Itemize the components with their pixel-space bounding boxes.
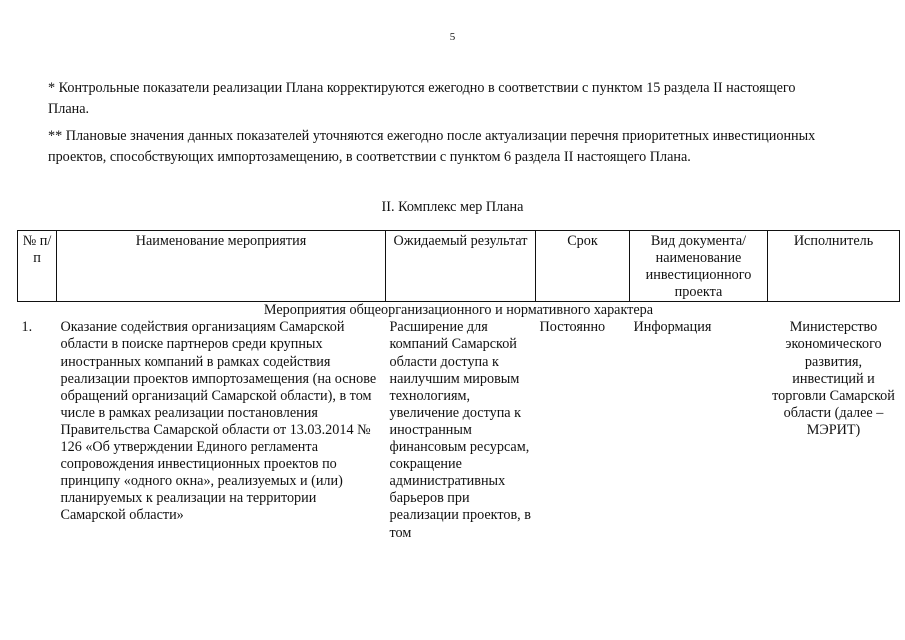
category-row — [18, 302, 900, 320]
category-title: Мероприятия общеорганизационного и нормативного характера — [263, 302, 654, 319]
page-number: 5 — [449, 31, 456, 43]
header-name: Наименование мероприятия — [57, 231, 386, 302]
header-term: Срок — [536, 231, 630, 302]
row-name: Оказание содействия организациям Самарской области в поиске партнеров среди крупных иностранных компаний в рамках содействия реализации проектов импортозамещения (на основе обращений организаций Самарской области), в том числе в рамках реализации постановления Правительства Самарской области от 13.03.2014 № 126 «Об утверждении Единого регламента сопровождения инвестиционных проектов по принципу «одного окна», реализуемых и (или) планируемых к реализации на территории Самарской области» — [60, 319, 377, 524]
table-row — [18, 319, 900, 541]
row-executor: Министерство экономического развития, инвестиций и торговли Самарской области (далее – МЭРИТ) — [772, 319, 895, 438]
table-header-row — [18, 231, 900, 302]
footnote-control-indicators: * Контрольные показатели реализации Плана корректируются ежегодно в соответствии с пунктом 15 раздела II настоящего Плана. — [48, 80, 796, 117]
row-doc: Информация — [633, 319, 712, 336]
measures-table — [17, 230, 900, 542]
header-executor: Исполнитель — [768, 231, 900, 302]
header-result: Ожидаемый результат — [386, 231, 536, 302]
row-num: 1. — [21, 319, 33, 336]
row-result: Расширение для компаний Самарской области доступа к наилучшим мировым технологиям, увеличение доступа к иностранным финансовым ресурсам, сокращение административных барьеров при реализации проектов, в том — [389, 319, 531, 541]
footnote-planned-values: ** Плановые значения данных показателей уточняются ежегодно после актуализации перечня приоритетных инвестиционных проектов, способствующих импортозамещению, в соответствии с пунктом 6 раздела II настоящего Плана. — [48, 128, 816, 165]
header-doc: Вид документа/ наименование инвестиционного проекта — [630, 231, 768, 302]
header-num: № п/п — [18, 231, 57, 302]
row-term: Постоянно — [539, 319, 606, 336]
section-title: II. Комплекс мер Плана — [381, 199, 524, 215]
